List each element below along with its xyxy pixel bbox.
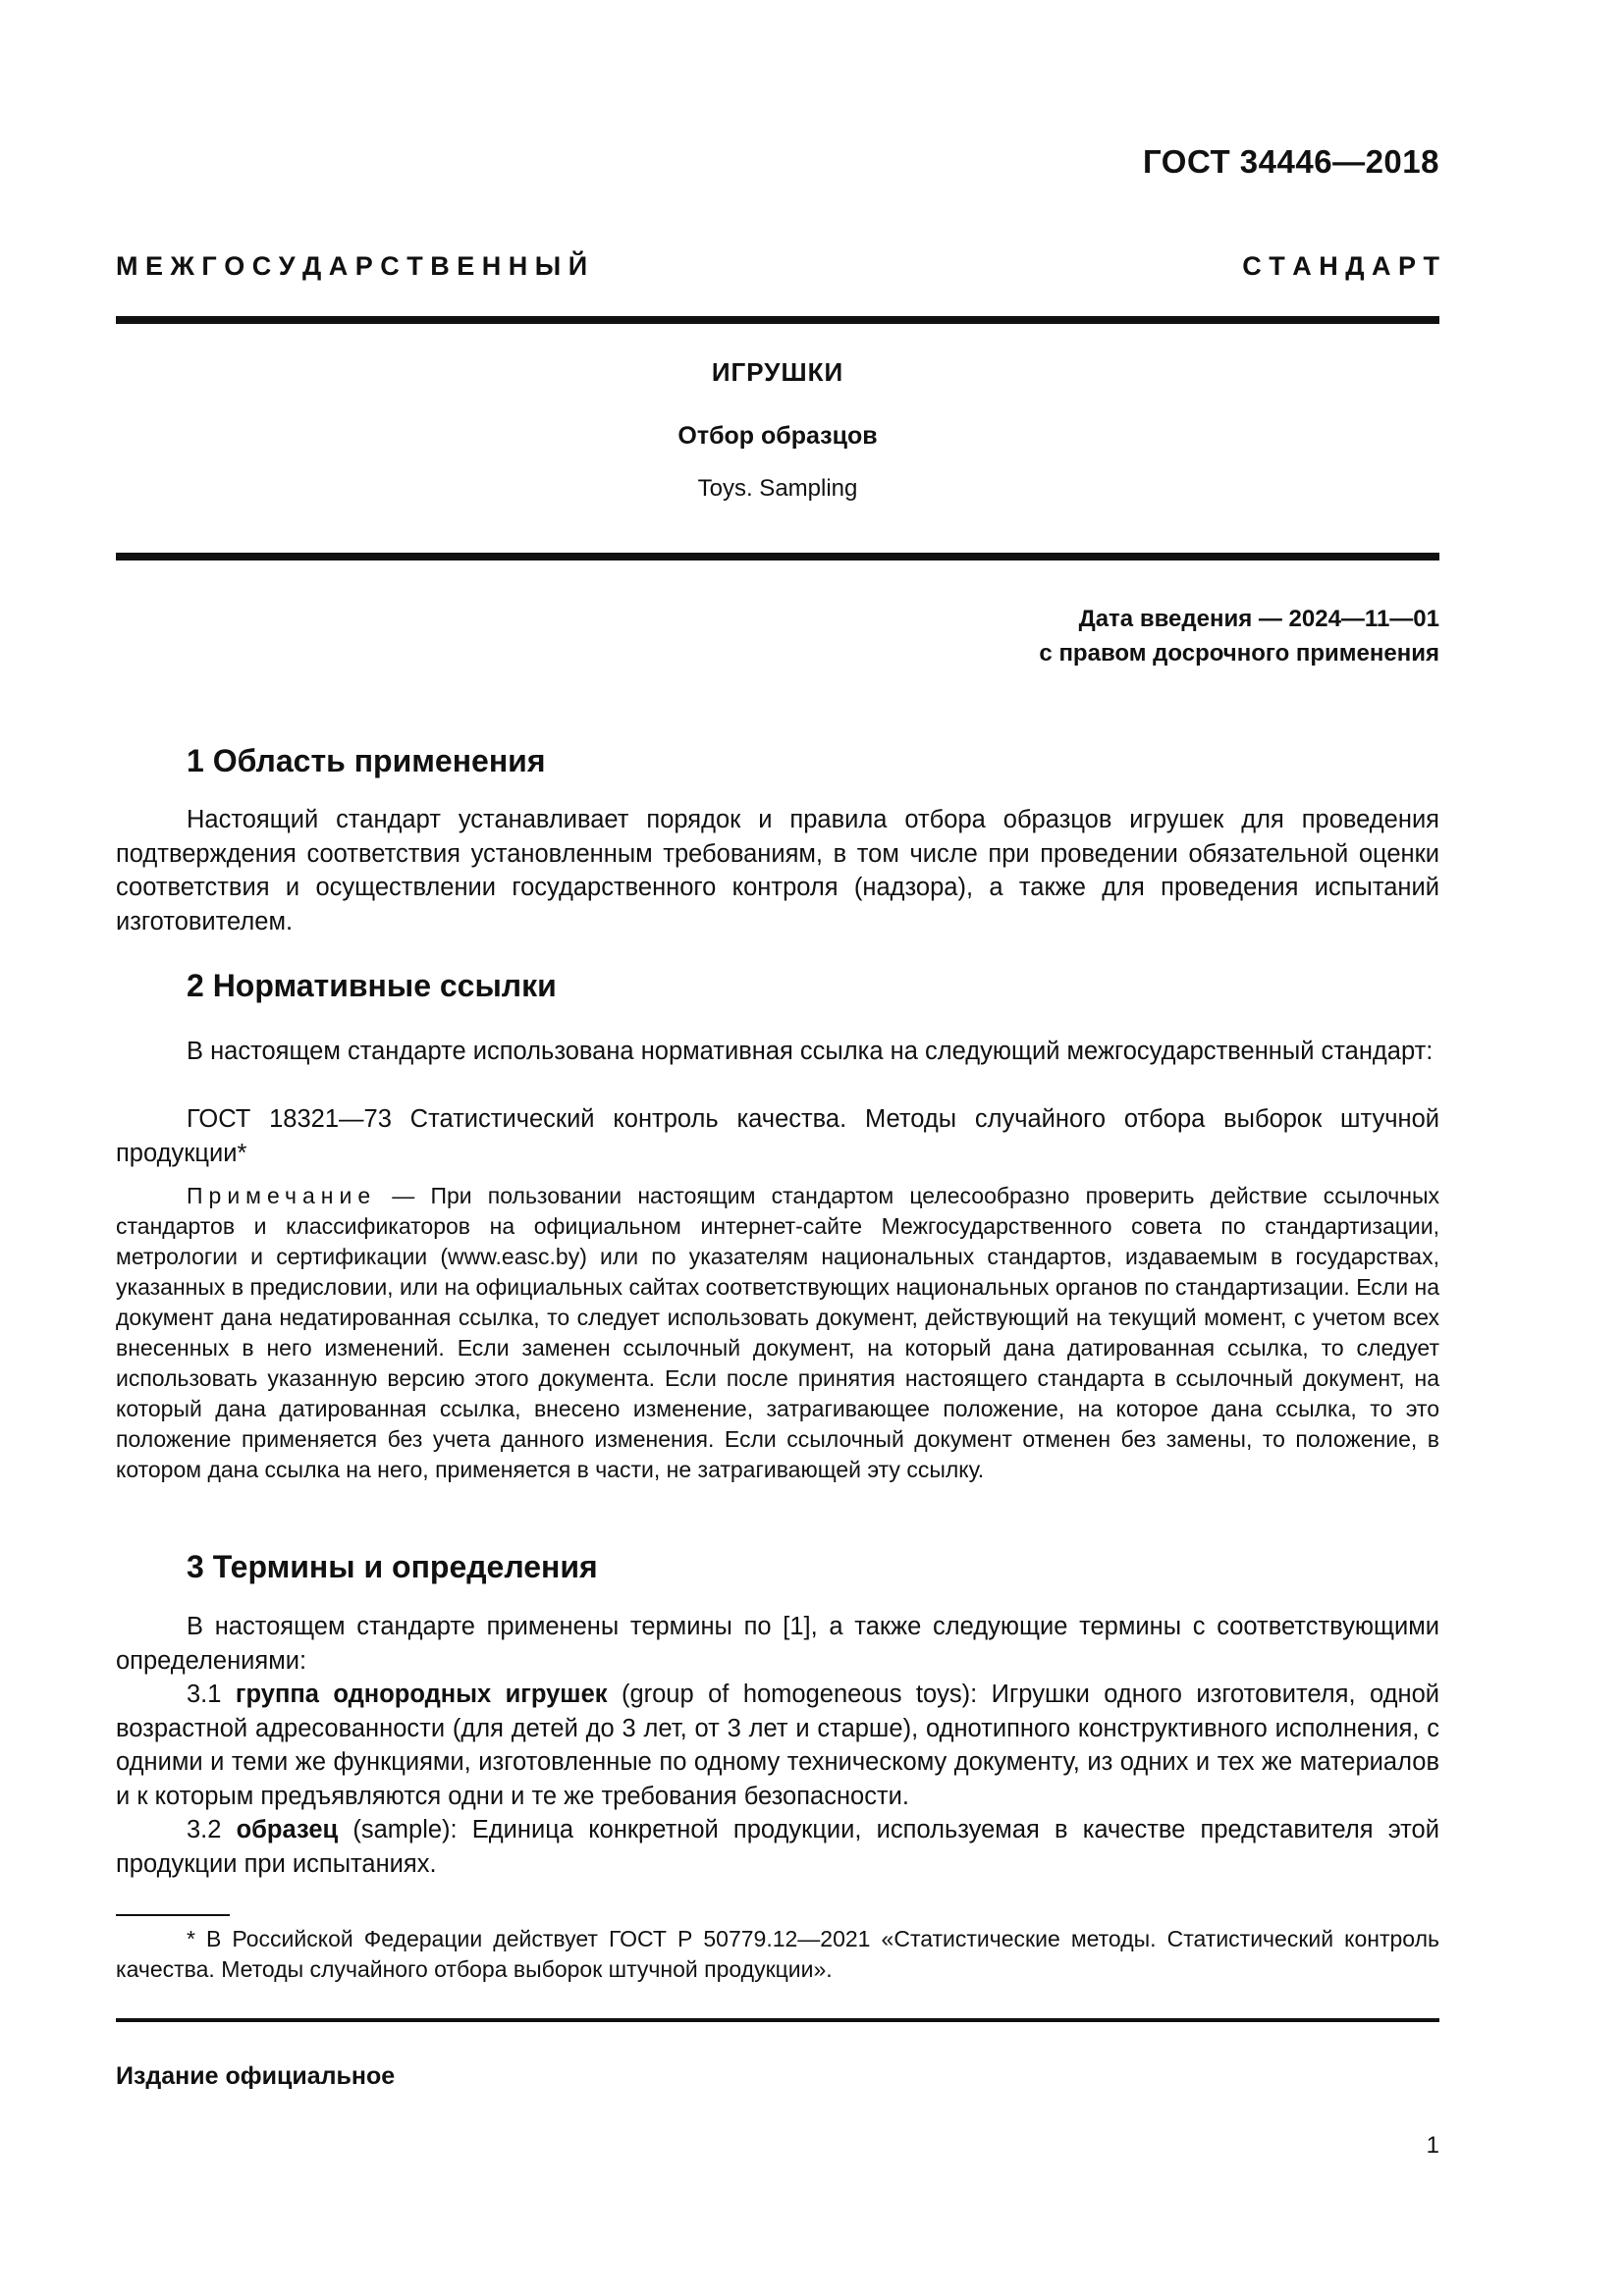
title-en: Toys. Sampling bbox=[697, 475, 858, 502]
section-2-heading: 2 Нормативные ссылки bbox=[187, 968, 557, 1003]
section-1-paragraph bbox=[116, 803, 1439, 938]
term-3-2-definition: (sample): Единица конкретной продукции, используемая в качестве представителя этой продукции при испытаниях. bbox=[116, 1816, 1439, 1878]
term-3-1 bbox=[116, 1678, 1439, 1813]
intro-date-line: Дата введения — 2024—11—01 bbox=[1078, 606, 1439, 632]
section-1-text: Настоящий стандарт устанавливает порядок и правила отбора образцов игрушек для проведения подтверждения соответствия установленным требованиям, в том числе при проведении обязательной оценки соответствия и осуществлении государственного контроля (надзора), а также для проведения испытаний изготовителем. bbox=[116, 806, 1439, 935]
early-application-line: с правом досрочного применения bbox=[1039, 640, 1439, 667]
header-divider-top bbox=[116, 316, 1439, 324]
title-ru: ИГРУШКИ bbox=[711, 357, 844, 387]
standard-type-word-2: С Т А Н Д А Р Т bbox=[1242, 251, 1439, 281]
section-2-note bbox=[116, 1181, 1439, 1485]
standard-type-heading bbox=[116, 251, 1439, 282]
standard-type-word-1: М Е Ж Г О С У Д А Р С Т В Е Н Н Ы Й bbox=[116, 251, 588, 281]
intro-date-block bbox=[1039, 602, 1439, 670]
section-2-text-1: В настоящем стандарте использована нормативная ссылка на следующий межгосударственный стандарт: bbox=[187, 1038, 1434, 1065]
title-divider-bottom bbox=[116, 553, 1439, 561]
section-2-paragraph-1 bbox=[116, 1035, 1439, 1069]
section-2-reference-text: ГОСТ 18321—73 Статистический контроль качества. Методы случайного отбора выборок штучной продукции* bbox=[116, 1105, 1439, 1167]
term-3-2-number: 3.2 bbox=[187, 1816, 237, 1843]
section-3-paragraph bbox=[116, 1610, 1439, 1678]
term-3-1-definition: (group of homogeneous toys): Игрушки одного изготовителя, одной возрастной адресованности (для детей до 3 лет, от 3 лет и старше), однотипного конструктивного исполнения, с одними и теми же функциями, изготовленные по одному техническому документу, из одних и тех же материалов и к которым предъявляются одни и те же требования безопасности. bbox=[116, 1681, 1439, 1810]
page-number: 1 bbox=[1426, 2132, 1439, 2159]
term-3-1-name: группа однородных игрушек bbox=[235, 1681, 608, 1708]
footer-divider bbox=[116, 2018, 1439, 2022]
term-3-1-number: 3.1 bbox=[187, 1681, 236, 1708]
section-3-text: В настоящем стандарте применены термины по [1], а также следующие термины с соответствующими определениями: bbox=[116, 1613, 1439, 1675]
section-2-reference bbox=[116, 1102, 1439, 1170]
note-label: Примечание bbox=[187, 1183, 377, 1208]
section-1-heading: 1 Область применения bbox=[187, 743, 546, 778]
term-3-2 bbox=[116, 1813, 1439, 1881]
footnote-text: * В Российской Федерации действует ГОСТ Р 50779.12—2021 «Статистические методы. Статистический контроль качества. Методы случайного отбора выборок штучной продукции». bbox=[116, 1926, 1439, 1982]
official-edition-label: Издание официальное bbox=[116, 2062, 396, 2090]
section-3-heading: 3 Термины и определения bbox=[187, 1549, 598, 1584]
footnote bbox=[116, 1924, 1439, 1985]
footnote-divider bbox=[116, 1914, 230, 1916]
note-text: — При пользовании настоящим стандартом целесообразно проверить действие ссылочных стандартов и классификаторов на официальном интернет-сайте Межгосударственного совета по стандартизации, метрологии и сертификации (www.easc.by) или по указателям национальных стандартов, издаваемым в государствах, указанных в предисловии, или на официальных сайтах соответствующих национальных органов по стандартизации. Если на документ дана недатированная ссылка, то следует использовать документ, действующий на текущий момент, с учетом всех внесенных в него изменений. Если заменен ссылочный документ, на который дана датированная ссылка, то следует использовать указанную версию этого документа. Если после принятия настоящего стандарта в ссылочный документ, на который дана датированная ссылка, внесено изменение, затрагивающее положение, на которое дана ссылка, то это положение применяется без учета данного изменения. Если ссылочный документ отменен без замены, то положение, в котором дана ссылка на него, применяется в части, не затрагивающей эту ссылку. bbox=[116, 1183, 1439, 1482]
gost-number: ГОСТ 34446—2018 bbox=[1143, 143, 1439, 180]
subtitle-ru: Отбор образцов bbox=[677, 422, 878, 450]
term-3-2-name: образец bbox=[236, 1816, 339, 1843]
